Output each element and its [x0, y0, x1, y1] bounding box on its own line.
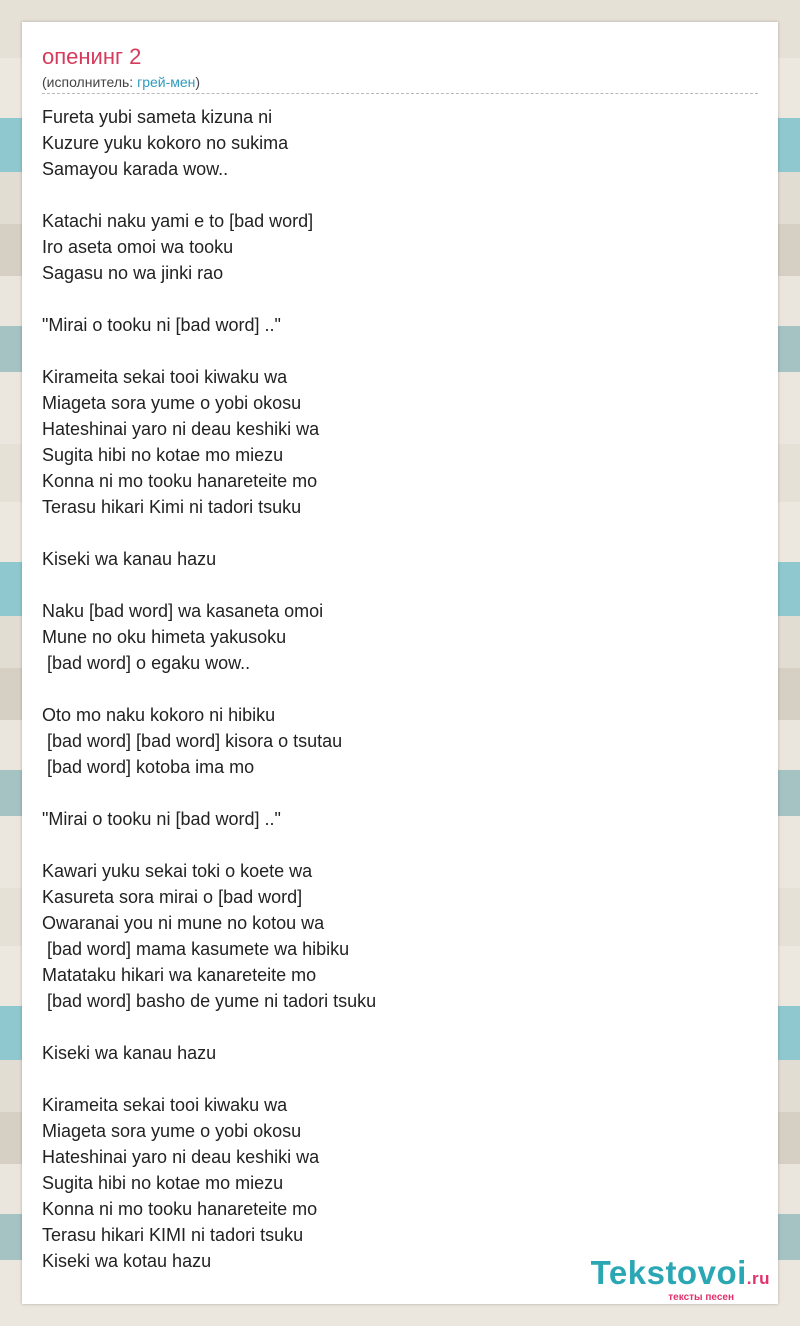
lyric-line: Kirameita sekai tooi kiwaku wa	[42, 367, 288, 387]
lyric-line	[42, 676, 758, 702]
lyric-line: Terasu hikari Kimi ni tadori tsuku	[42, 497, 302, 517]
lyric-line: Katachi naku yami e to [bad word]	[42, 211, 314, 231]
lyric-line	[42, 338, 758, 364]
lyric-line: [bad word] kotoba ima mo	[42, 757, 255, 777]
lyric-line: Naku [bad word] wa kasaneta omoi	[42, 601, 324, 621]
logo-wordmark	[550, 1256, 770, 1296]
lyric-line: Kiseki wa kanau hazu	[42, 549, 217, 569]
lyric-line: [bad word] o egaku wow..	[42, 653, 251, 673]
logo-tagline: тексты песен	[668, 1292, 734, 1303]
lyric-line: Konna ni mo tooku hanareteite mo	[42, 471, 318, 491]
artist-link[interactable]: грей-мен	[137, 74, 196, 90]
lyric-line: Hateshinai yaro ni deau keshiki wa	[42, 1147, 320, 1167]
lyric-line: Hateshinai yaro ni deau keshiki wa	[42, 419, 320, 439]
logo-tld: .ru	[746, 1269, 770, 1288]
logo-name: Tekstovoi	[590, 1254, 747, 1291]
lyric-line	[42, 286, 758, 312]
song-title: опенинг 2	[42, 44, 142, 69]
lyric-line: Owaranai you ni mune no kotou wa	[42, 913, 325, 933]
lyric-line	[42, 832, 758, 858]
lyric-line: [bad word] [bad word] kisora o tsutau	[42, 731, 343, 751]
lyric-line: [bad word] mama kasumete wa hibiku	[42, 939, 350, 959]
lyric-line: Sagasu no wa jinki rao	[42, 263, 224, 283]
artist-prefix: (исполнитель:	[42, 74, 138, 90]
lyric-line: Samayou karada wow..	[42, 159, 229, 179]
lyrics-text	[42, 104, 758, 1274]
lyric-line	[42, 1014, 758, 1040]
lyric-line: Kirameita sekai tooi kiwaku wa	[42, 1095, 288, 1115]
lyric-line: Mune no oku himeta yakusoku	[42, 627, 287, 647]
lyric-line: Kiseki wa kanau hazu	[42, 1043, 217, 1063]
lyric-line: Kuzure yuku kokoro no sukima	[42, 133, 289, 153]
lyric-line: Konna ni mo tooku hanareteite mo	[42, 1199, 318, 1219]
lyric-line	[42, 572, 758, 598]
lyric-line: Miageta sora yume o yobi okosu	[42, 393, 302, 413]
lyric-line	[42, 520, 758, 546]
lyric-line: Fureta yubi sameta kizuna ni	[42, 107, 273, 127]
lyric-line: "Mirai o tooku ni [bad word] .."	[42, 315, 281, 335]
lyric-line: Terasu hikari KIMI ni tadori tsuku	[42, 1225, 304, 1245]
lyric-line: Kiseki wa kotau hazu	[42, 1251, 212, 1271]
lyric-line	[42, 780, 758, 806]
site-logo[interactable]	[550, 1256, 770, 1303]
lyric-line: Miageta sora yume o yobi okosu	[42, 1121, 302, 1141]
lyric-line: [bad word] basho de yume ni tadori tsuku	[42, 991, 377, 1011]
lyric-line: Iro aseta omoi wa tooku	[42, 237, 234, 257]
artist-suffix: )	[195, 74, 201, 90]
lyric-line: "Mirai o tooku ni [bad word] .."	[42, 809, 281, 829]
lyric-line	[42, 1066, 758, 1092]
lyrics-card	[22, 22, 778, 1304]
lyric-line: Kasureta sora mirai o [bad word]	[42, 887, 303, 907]
lyric-line: Sugita hibi no kotae mo miezu	[42, 1173, 284, 1193]
artist-line	[42, 73, 758, 94]
lyric-line	[42, 182, 758, 208]
lyric-line: Sugita hibi no kotae mo miezu	[42, 445, 284, 465]
lyric-line: Oto mo naku kokoro ni hibiku	[42, 705, 276, 725]
lyric-line: Matataku hikari wa kanareteite mo	[42, 965, 317, 985]
lyric-line: Kawari yuku sekai toki o koete wa	[42, 861, 313, 881]
